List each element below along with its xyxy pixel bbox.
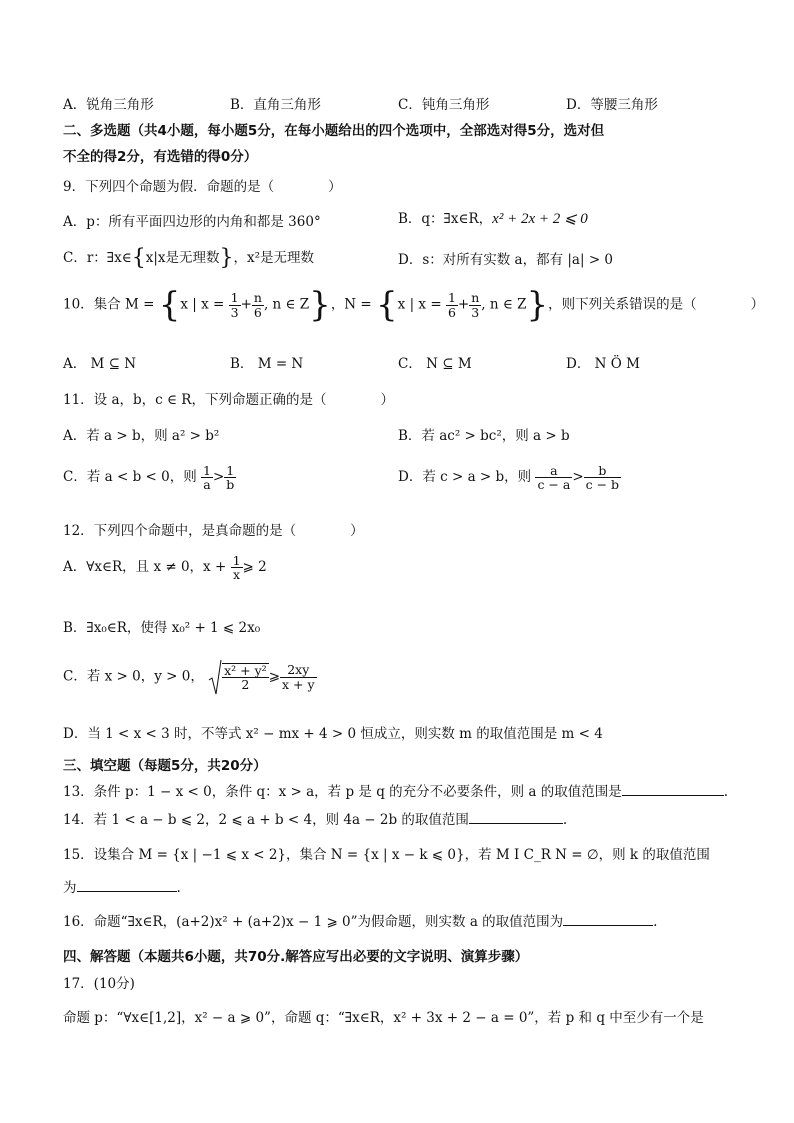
q13-period: . xyxy=(723,784,729,800)
q15-line1: 15．设集合 M = {x | −1 ⩽ x < 2}，集合 N = {x | x − k ⩽ 0}，若 M I C_R N = ∅，则 k 的取值范围 xyxy=(63,847,710,863)
q10-m-frac2-num: n xyxy=(253,290,262,306)
q12-c-root-den: 2 xyxy=(222,677,269,691)
q10-option-d: D． N Ö M xyxy=(566,356,640,372)
q16-period: . xyxy=(653,914,658,930)
section-2-heading-line2: 不全的得2分，有选错的得0分） xyxy=(63,149,258,165)
q12-option-b: B．∃x₀∈R，使得 x₀² + 1 ⩽ 2x₀ xyxy=(63,620,261,636)
q11-option-c-prefix: C．若 a < b < 0，则 xyxy=(63,469,197,486)
q17-heading: 17．(10分) xyxy=(63,976,135,992)
q10-m-frac2 xyxy=(252,291,264,318)
q12-a-frac-num: 1 xyxy=(232,553,241,568)
q10-m-frac1-den: 3 xyxy=(230,304,239,320)
q12-c-frac-num: 2xy xyxy=(287,662,310,678)
q13 xyxy=(63,780,728,800)
q10-m-frac1-num: 1 xyxy=(230,290,239,306)
q11-d-frac1 xyxy=(535,464,572,491)
q10-n-plus: + xyxy=(457,296,470,313)
q10-m-plus: + xyxy=(240,296,252,313)
q11-d-gt: > xyxy=(572,469,584,486)
q11-stem: 11．设 a，b，c ∈ R，下列命题正确的是（ ） xyxy=(63,392,394,408)
q12-c-root-frac xyxy=(222,663,269,691)
q11-option-d xyxy=(398,464,621,491)
q10-suffix: ，则下列关系错误的是（ ） xyxy=(548,296,765,313)
q12-option-a-suffix: ⩾ 2 xyxy=(242,559,267,576)
q10-m-tail: , n ∈ Z xyxy=(263,296,310,313)
q11-d-frac2 xyxy=(584,464,621,491)
q16 xyxy=(63,910,657,930)
q13-text: 13．条件 p：1 − x < 0，条件 q：x > a，若 p 是 q 的充分不必要条件，则 a 的取值范围是 xyxy=(63,784,622,800)
q10-n-prefix: ，N = xyxy=(330,296,372,313)
q9-option-c-set: x|x是无理数 xyxy=(145,250,220,266)
q10-option-a: A． M ⊆ N xyxy=(63,356,137,372)
q10-n-right-brace: } xyxy=(526,285,549,325)
q15-period: . xyxy=(176,880,181,896)
q10-m-frac1 xyxy=(229,291,241,318)
q10-option-b: B． M = N xyxy=(230,356,304,372)
q9-option-c-suffix: ，x²是无理数 xyxy=(233,250,315,266)
section-2-heading-line1: 二、多选题（共4小题，每小题5分，在每小题给出的四个选项中，全部选对得5分，选对但 xyxy=(63,123,605,139)
q10-prefix: 10．集合 M = xyxy=(63,296,155,313)
q9-right-brace: } xyxy=(219,245,234,271)
q11-c-frac1 xyxy=(201,464,213,491)
q14-answer-blank[interactable] xyxy=(469,811,563,824)
q16-answer-blank[interactable] xyxy=(563,913,653,926)
q11-d-frac1-den: c − a xyxy=(537,477,571,493)
q12-c-frac-den: x + y xyxy=(282,676,315,692)
q11-option-c xyxy=(63,464,236,491)
q9-option-d: D．s：对所有实数 a，都有 |a| > 0 xyxy=(398,252,614,268)
q13-answer-blank[interactable] xyxy=(622,783,724,796)
q15-answer-blank[interactable] xyxy=(77,879,177,892)
q9-option-b-prefix: B．q：∃x∈R， xyxy=(398,211,493,227)
q16-text: 16．命题“∃x∈R，(a+2)x² + (a+2)x − 1 ⩾ 0”为假命题，则实数 a 的取值范围为 xyxy=(63,914,564,930)
q12-stem: 12．下列四个命题中，是真命题的是（ ） xyxy=(63,523,364,539)
q12-option-a-prefix: A．∀x∈R，且 x ≠ 0，x + xyxy=(63,559,227,576)
section-3-heading: 三、填空题（每题5分，共20分） xyxy=(63,758,267,774)
q10-n-frac1-num: 1 xyxy=(447,290,456,306)
q17-body: 命题 p：“∀x∈[1,2]，x² − a ⩾ 0”，命题 q：“∃x∈R，x² + 3x + 2 − a = 0”，若 p 和 q 中至少有一个是 xyxy=(63,1010,704,1026)
q10-m-left-brace: { xyxy=(158,285,181,325)
q10-n-frac2-den: 3 xyxy=(469,305,481,319)
q15-line2 xyxy=(63,876,181,896)
q8-option-a: A．锐角三角形 xyxy=(63,97,154,113)
q10-option-c: C． N ⊆ M xyxy=(398,356,472,372)
q10-m-inner: x | x = xyxy=(180,296,225,313)
q14-period: . xyxy=(562,812,568,828)
q8-option-b: B．直角三角形 xyxy=(230,97,321,113)
q11-c-frac2-den: b xyxy=(226,477,235,493)
q11-c-gt: > xyxy=(212,469,225,486)
q14-text: 14．若 1 < a − b ⩽ 2，2 ⩽ a + b < 4，则 4a − 2b 的取值范围 xyxy=(63,812,469,828)
q12-option-c xyxy=(63,658,317,696)
q8-option-c: C．钝角三角形 xyxy=(398,97,490,113)
section-4-heading: 四、解答题（本题共6小题，共70分.解答应写出必要的文字说明、演算步骤） xyxy=(63,949,529,965)
q10-n-frac2 xyxy=(469,291,481,318)
q12-c-frac xyxy=(280,663,317,690)
q15-line2-text: 为 xyxy=(63,880,77,896)
q9-option-c-prefix: C．r：∃x∈ xyxy=(63,250,132,266)
q12-option-a xyxy=(63,554,267,581)
q11-option-a: A．若 a > b，则 a² > b² xyxy=(63,428,220,444)
q11-d-frac1-num: a xyxy=(550,463,558,478)
q10-m-right-brace: } xyxy=(309,285,331,325)
q10-n-inner: x | x = xyxy=(397,296,442,313)
q11-d-frac2-num: b xyxy=(598,463,607,478)
q14 xyxy=(63,808,567,828)
q11-c-frac2 xyxy=(224,464,236,491)
q9-left-brace: { xyxy=(131,245,146,271)
q12-a-frac xyxy=(231,554,243,581)
q9-option-b-expr: x² + 2x + 2 ⩽ 0 xyxy=(492,211,588,227)
q10-n-frac1-den: 6 xyxy=(447,304,456,320)
q9-option-c xyxy=(63,246,314,270)
q11-c-frac2-num: 1 xyxy=(226,463,235,478)
q11-c-frac1-num: 1 xyxy=(203,463,211,478)
q10-n-frac2-num: n xyxy=(471,290,480,306)
q11-option-b: B．若 ac² > bc²，则 a > b xyxy=(398,428,570,444)
q12-c-sqrt xyxy=(208,658,269,696)
q10-m-frac2-den: 6 xyxy=(252,305,264,319)
q12-c-ge: ⩾ xyxy=(268,668,280,685)
q10-stem xyxy=(63,285,765,325)
q12-c-root-num: x² + y² xyxy=(224,662,267,678)
q12-a-frac-den: x xyxy=(231,567,243,581)
q12-option-d: D．当 1 < x < 3 时，不等式 x² − mx + 4 > 0 恒成立，则实数 m 的取值范围是 m < 4 xyxy=(63,726,603,742)
q8-option-d: D．等腰三角形 xyxy=(566,97,658,113)
radical-sign-icon xyxy=(208,658,222,696)
q10-n-frac1 xyxy=(446,291,458,318)
q11-c-frac1-den: a xyxy=(201,477,213,491)
q9-option-a: A．p：所有平面四边形的内角和都是 360° xyxy=(63,214,321,230)
q10-n-tail: , n ∈ Z xyxy=(481,296,527,313)
q9-stem: 9．下列四个命题为假．命题的是（ ） xyxy=(63,179,342,195)
q11-option-d-prefix: D．若 c > a > b，则 xyxy=(398,469,532,486)
q12-option-c-prefix: C．若 x > 0，y > 0， xyxy=(63,668,204,685)
q11-d-frac2-den: c − b xyxy=(585,477,620,493)
q9-option-b xyxy=(398,207,588,228)
q10-n-left-brace: { xyxy=(376,285,398,325)
